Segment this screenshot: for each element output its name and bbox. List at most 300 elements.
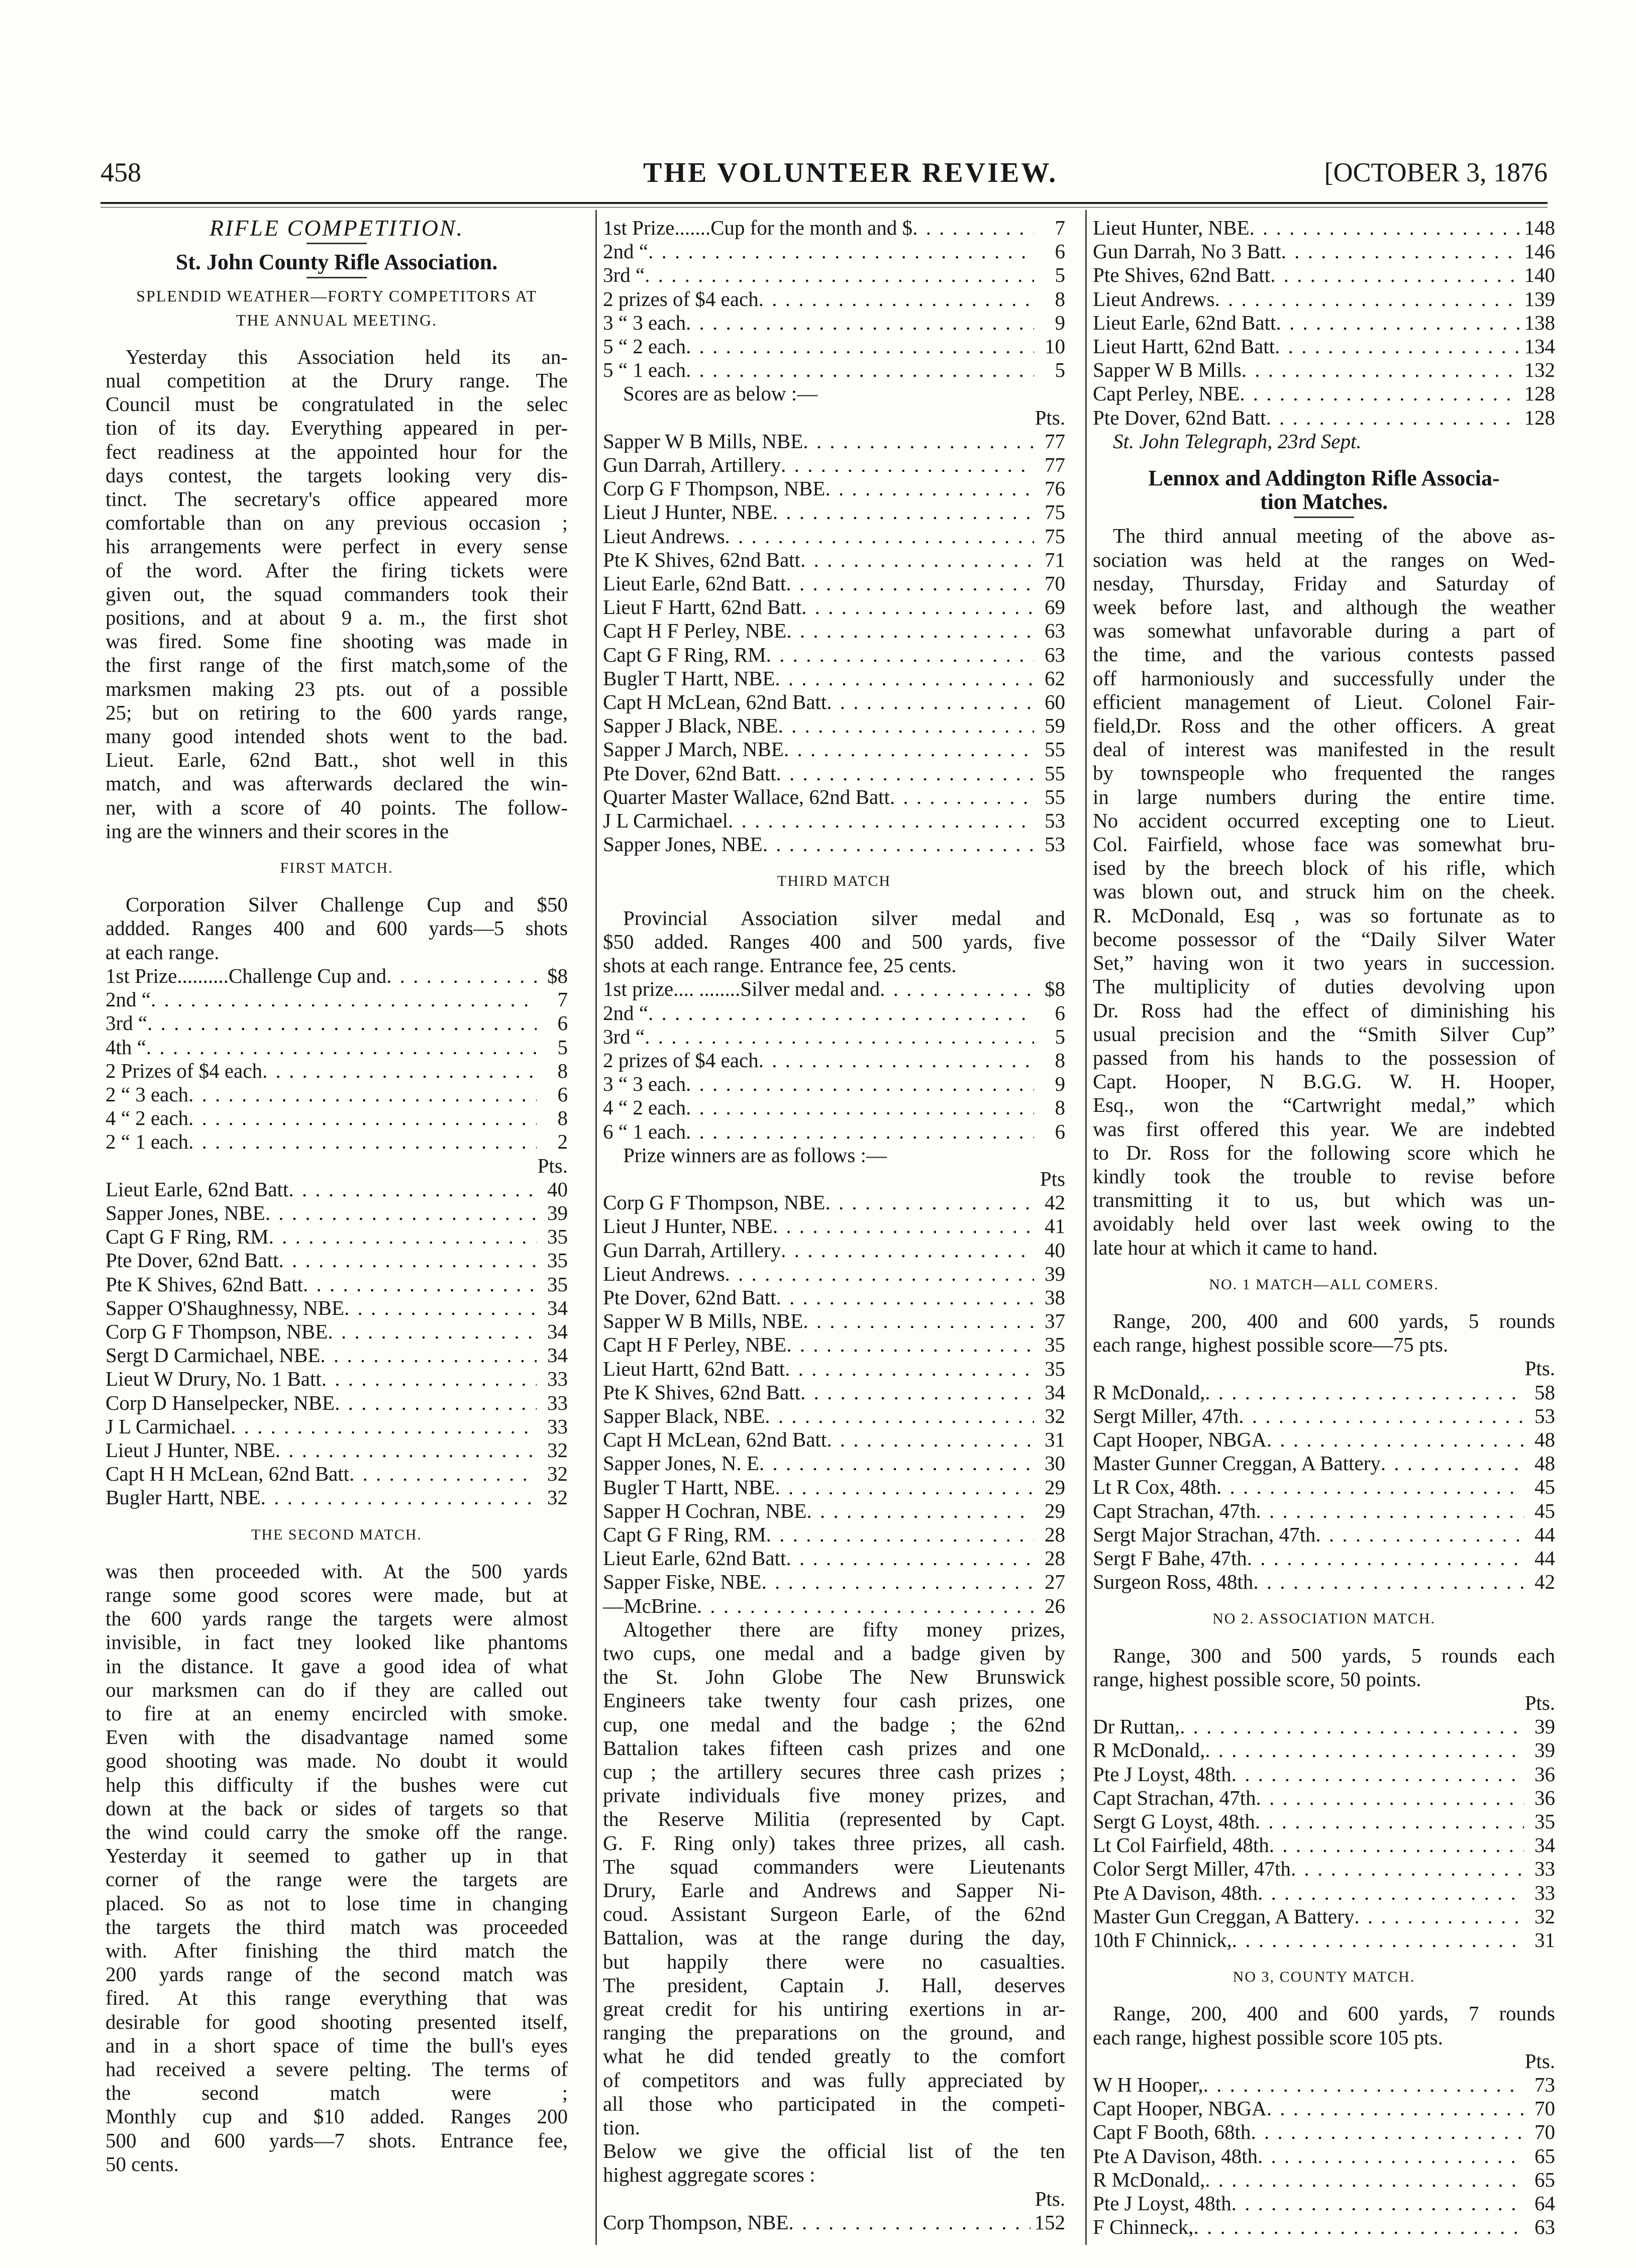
prize-value: 6 <box>1055 240 1065 263</box>
score-name: Sapper Jones, NBE <box>106 1201 265 1224</box>
dot-leader <box>320 1344 537 1367</box>
score-name: Corp D Hanselpecker, NBE <box>106 1391 335 1414</box>
dot-leader <box>773 500 1034 524</box>
text-line: nual competition at the Drury range. The <box>106 369 568 392</box>
text-line: late hour at which it came to hand. <box>1093 1235 1378 1259</box>
prize-label: 3rd “ <box>106 1011 148 1035</box>
text-line: in the distance. It gave a good idea of what <box>106 1654 568 1678</box>
match1-scores <box>1093 1381 1555 1594</box>
score-name: Pte A Davison, 48th <box>1093 2144 1258 2168</box>
page-number: 458 <box>100 157 141 187</box>
dot-leader <box>1193 2215 1524 2239</box>
prize-label: 1st Prize.......Cup for the month and $ <box>603 216 913 239</box>
prize-row <box>603 1001 1065 1025</box>
score-name: Corp G F Thompson, NBE <box>603 1191 826 1214</box>
dot-leader <box>1258 1881 1524 1905</box>
dot-leader <box>786 1547 1034 1570</box>
score-name: Sapper W B Mills <box>1093 358 1242 382</box>
score-points: 139 <box>1524 287 1555 311</box>
score-name: Capt G F Ring, RM <box>603 1522 766 1546</box>
text-line: was then proceeded with. At the 500 yards <box>106 1559 568 1583</box>
dot-leader <box>778 714 1034 738</box>
score-row <box>1093 1499 1555 1523</box>
dot-leader <box>759 1049 1034 1072</box>
text-line: the first range of the first match,some of the <box>106 653 568 677</box>
text-line: become possessor of the “Daily Silver Water <box>1093 927 1555 951</box>
score-row <box>1093 2144 1555 2168</box>
score-row <box>1093 1404 1555 1428</box>
score-row <box>1093 287 1555 311</box>
dot-leader <box>1281 240 1520 263</box>
second-match-label: THE SECOND MATCH. <box>251 1526 422 1543</box>
text-line: ranging the preparations on the ground, and <box>603 2021 1065 2044</box>
dot-leader <box>785 1357 1034 1381</box>
score-name: Lieut J Hunter, NBE <box>603 1214 773 1238</box>
score-row <box>603 1570 1065 1594</box>
text-line: The squad commanders were Lieutenants <box>603 1854 1065 1878</box>
text-line: ner, with a score of 40 points. The follow- <box>106 795 568 819</box>
score-points: 30 <box>1045 1452 1065 1475</box>
dot-leader <box>775 1476 1034 1499</box>
prize-label: 2nd “ <box>106 988 151 1011</box>
score-name: Pte Dover, 62nd Batt <box>603 1285 776 1309</box>
score-name: Sergt D Carmichael, NBE <box>106 1344 321 1367</box>
score-points: 60 <box>1045 690 1065 714</box>
score-name: Sapper Black, NBE <box>603 1404 765 1427</box>
pts-label: Pts. <box>1524 1691 1555 1714</box>
score-name: Capt Perley, NBE <box>1093 382 1240 405</box>
score-row <box>1093 335 1555 358</box>
dot-leader <box>880 977 1034 1001</box>
score-row <box>603 690 1065 714</box>
score-row <box>603 619 1065 643</box>
match3-label: NO 3, COUNTY MATCH. <box>1233 1969 1415 1986</box>
score-row <box>106 1249 568 1272</box>
dot-leader <box>1216 1475 1524 1499</box>
score-name: Capt Hooper, NBGA <box>1093 1427 1267 1451</box>
score-row <box>1093 1452 1555 1475</box>
match1-description <box>1093 1309 1555 1357</box>
score-name: Sapper H Cochran, NBE <box>603 1499 807 1522</box>
score-row <box>106 1486 568 1509</box>
score-name: Sergt Major Strachan, 47th <box>1093 1522 1316 1546</box>
score-points: 42 <box>1045 1191 1065 1214</box>
score-points: 75 <box>1045 524 1065 548</box>
score-points: 53 <box>1045 809 1065 833</box>
dot-leader <box>349 1462 537 1486</box>
issue-date: [OCTOBER 3, 1876 <box>1324 157 1548 187</box>
text-line: Set,” having won it two years in succession. <box>1093 951 1555 975</box>
pts-label: Pts. <box>1035 2187 1065 2210</box>
dot-leader <box>1239 1404 1524 1428</box>
match2-label: NO 2. ASSOCIATION MATCH. <box>1212 1610 1436 1627</box>
heading-rule <box>1294 517 1354 518</box>
score-row <box>603 1499 1065 1523</box>
dot-leader <box>890 785 1034 809</box>
text-line: his arrangements were perfect in every sense <box>106 535 568 558</box>
score-points: 146 <box>1524 240 1555 263</box>
score-points: 39 <box>1535 1715 1555 1738</box>
dot-leader <box>1354 1905 1524 1928</box>
score-points: 128 <box>1524 382 1555 405</box>
score-name: W H Hooper, <box>1093 2073 1203 2097</box>
text-line: kindly took the trouble to revise before <box>1093 1164 1555 1188</box>
score-name: Dr Ruttan, <box>1093 1715 1180 1738</box>
prize-row <box>106 1130 568 1154</box>
score-points: 134 <box>1524 335 1555 358</box>
intro-paragraph <box>106 345 568 843</box>
score-name: Capt Hooper, NBGA <box>1093 2097 1267 2120</box>
score-points: 55 <box>1045 785 1065 808</box>
dot-leader <box>269 1225 537 1249</box>
pts-label: Pts. <box>1524 1357 1555 1380</box>
text-line: 500 and 600 yards—7 shots. Entrance fee, <box>106 2128 568 2152</box>
prize-value: 5 <box>1055 358 1065 382</box>
score-name: Lieut Earle, 62nd Batt <box>106 1177 289 1201</box>
score-row <box>603 1428 1065 1452</box>
dot-leader <box>1215 287 1520 311</box>
article-heading: tion Matches. <box>1260 490 1388 514</box>
score-points: 40 <box>1045 1238 1065 1262</box>
dot-leader <box>697 1594 1034 1618</box>
dot-leader <box>328 1320 537 1344</box>
score-row <box>603 1239 1065 1262</box>
prize-row <box>603 1096 1065 1119</box>
text-line: efficient management of Lieut. Colonel Fair- <box>1093 690 1555 713</box>
score-points: 41 <box>1045 1214 1065 1238</box>
lennox-intro-paragraph <box>1093 524 1555 1259</box>
score-points: 58 <box>1535 1380 1555 1404</box>
closing-paragraph <box>603 1618 1065 2187</box>
dot-leader <box>786 1333 1034 1357</box>
score-name: Bugler T Hartt, NBE <box>603 1475 775 1499</box>
score-name: Quarter Master Wallace, 62nd Batt <box>603 785 890 808</box>
third-match-scores <box>603 1191 1065 1618</box>
prize-row <box>603 216 1065 240</box>
dot-leader <box>801 595 1034 619</box>
dot-leader <box>645 1025 1034 1049</box>
score-row <box>603 1452 1065 1475</box>
score-name: Capt Strachan, 47th <box>1093 1499 1256 1522</box>
score-points: 44 <box>1535 1546 1555 1570</box>
score-name: Capt F Booth, 68th <box>1093 2120 1251 2144</box>
pts-label: Pts. <box>1524 2049 1555 2073</box>
prize-value: 7 <box>1055 216 1065 239</box>
score-points: 64 <box>1535 2192 1555 2215</box>
score-name: Pte Shives, 62nd Batt <box>1093 263 1271 287</box>
prize-row <box>106 988 568 1011</box>
dot-leader <box>386 964 537 988</box>
score-name: Lieut Earle, 62nd Batt <box>603 572 786 595</box>
prize-value: 10 <box>1045 335 1065 358</box>
score-points: 152 <box>1034 2210 1065 2234</box>
text-line: passed from his hands to the possession of <box>1093 1046 1555 1069</box>
dot-leader <box>784 738 1034 761</box>
dot-leader <box>1276 311 1520 335</box>
score-row <box>603 1333 1065 1357</box>
score-points: 33 <box>1535 1857 1555 1881</box>
text-line: the Reserve Militia (represented by Capt. <box>603 1807 1065 1831</box>
dot-leader <box>1291 1857 1524 1881</box>
third-match-label: THIRD MATCH <box>777 873 891 890</box>
third-match-prizes <box>603 977 1065 1143</box>
dot-leader <box>825 1191 1034 1214</box>
score-points: 33 <box>1535 1881 1555 1904</box>
dot-leader <box>728 809 1034 833</box>
score-points: 39 <box>1045 1262 1065 1285</box>
score-points: 138 <box>1524 311 1555 334</box>
score-points: 73 <box>1535 2073 1555 2097</box>
text-line: each range, highest possible score 105 pts. <box>1093 2025 1443 2049</box>
score-row <box>1093 2073 1555 2097</box>
dot-leader <box>686 1120 1034 1144</box>
dot-leader <box>1267 1428 1524 1452</box>
dot-leader <box>1266 406 1520 430</box>
prize-label: 2 Prizes of $4 each <box>106 1059 262 1082</box>
prize-row <box>106 1106 568 1130</box>
score-name: Sapper O'Shaughnessy, NBE <box>106 1296 345 1319</box>
score-points: 34 <box>1535 1833 1555 1857</box>
text-line: Lieut. Earle, 62nd Batt., shot well in this <box>106 748 568 772</box>
score-name: Bugler Hartt, NBE <box>106 1486 261 1509</box>
score-row <box>603 762 1065 785</box>
score-row <box>603 453 1065 477</box>
dot-leader <box>1205 1738 1524 1762</box>
publication-title: THE VOLUNTEER REVIEW. <box>643 157 1058 188</box>
dot-leader <box>1256 1786 1524 1810</box>
score-points: 148 <box>1524 216 1555 239</box>
score-points: 77 <box>1045 429 1065 453</box>
dot-leader <box>786 572 1034 595</box>
dot-leader <box>1180 1715 1524 1738</box>
aggregate-score-row <box>603 2211 1065 2234</box>
text-line: was fired. Some fine shooting was made in <box>106 630 568 653</box>
text-line: comfortable than on any previous occasion ; <box>106 511 568 535</box>
score-row <box>1093 1857 1555 1881</box>
text-line: placed. So as not to lose time in changing <box>106 1891 568 1915</box>
article-subheading: SPLENDID WEATHER—FORTY COMPETITORS AT <box>136 287 537 305</box>
score-name: Sapper Jones, N. E <box>603 1452 759 1475</box>
dot-leader <box>686 311 1034 335</box>
score-row <box>1093 216 1555 240</box>
text-line: match, and was afterwards declared the win- <box>106 772 568 795</box>
prize-value: 6 <box>1055 1119 1065 1143</box>
dot-leader <box>1270 263 1520 287</box>
dot-leader <box>1267 2097 1524 2120</box>
text-line: great credit for his untiring exertions in ar- <box>603 1997 1065 2021</box>
score-row <box>603 833 1065 856</box>
score-name: Corp G F Thompson, NBE <box>603 477 826 500</box>
prize-row <box>106 964 568 988</box>
text-line: Altogether there are fifty money prizes, <box>623 1617 1065 1641</box>
text-line: The third annual meeting of the above as- <box>1113 524 1555 548</box>
text-line: days contest, the targets looking very dis- <box>106 463 568 487</box>
prize-label: 4th “ <box>106 1035 146 1059</box>
score-name: R McDonald, <box>1093 2168 1205 2191</box>
score-points: 53 <box>1045 833 1065 856</box>
score-points: 36 <box>1535 1762 1555 1786</box>
score-row <box>1093 2215 1555 2239</box>
score-row <box>603 667 1065 690</box>
prize-value: 5 <box>1055 263 1065 287</box>
dot-leader <box>686 358 1034 382</box>
dot-leader <box>146 1036 537 1059</box>
text-line: ing are the winners and their scores in the <box>106 819 449 843</box>
prize-label: 5 “ 1 each <box>603 358 686 382</box>
dot-leader <box>1232 1928 1524 1952</box>
dot-leader <box>1381 1452 1524 1475</box>
column-2 <box>603 216 1065 2234</box>
text-line: 50 cents. <box>106 2152 179 2176</box>
score-name: Lieut Andrews <box>1093 287 1215 311</box>
dot-leader <box>759 287 1034 311</box>
text-line: two cups, one medal and a badge given by <box>603 1641 1065 1665</box>
dot-leader <box>800 1381 1034 1404</box>
score-row <box>1093 1833 1555 1857</box>
prize-value: 8 <box>1055 1048 1065 1072</box>
dot-leader <box>775 667 1034 690</box>
dot-leader <box>147 1011 537 1035</box>
text-line: Esq., won the “Cartwright medal,” which <box>1093 1093 1555 1117</box>
text-line: Even with the disadvantage named some <box>106 1725 568 1749</box>
dot-leader <box>1256 1499 1524 1523</box>
text-line: all those who participated in the competi- <box>603 2092 1065 2115</box>
prize-row <box>603 1025 1065 1049</box>
score-name: Pte K Shives, 62nd Batt <box>603 548 800 571</box>
score-row <box>1093 2120 1555 2144</box>
score-points: 37 <box>1045 1309 1065 1333</box>
text-line: The president, Captain J. Hall, deserves <box>603 1973 1065 1997</box>
score-points: 31 <box>1045 1428 1065 1452</box>
winners-intro: Prize winners are as follows :— <box>623 1143 887 1167</box>
score-name: Capt H McLean, 62nd Batt <box>603 1428 827 1452</box>
score-row <box>1093 1738 1555 1762</box>
prize-label: 5 “ 2 each <box>603 335 686 358</box>
dot-leader <box>279 1249 537 1272</box>
text-line: good shooting was made. No doubt it would <box>106 1749 568 1773</box>
score-row <box>1093 382 1555 405</box>
text-line: range, highest possible score, 50 points. <box>1093 1667 1421 1691</box>
second-match-prizes <box>603 216 1065 382</box>
score-row <box>603 548 1065 572</box>
score-row <box>1093 2097 1555 2120</box>
score-row <box>1093 1810 1555 1833</box>
prize-label: 1st Prize..........Challenge Cup and <box>106 964 387 987</box>
score-points: 45 <box>1535 1499 1555 1522</box>
score-points: 33 <box>547 1391 568 1414</box>
dot-leader <box>686 1072 1034 1096</box>
second-match-scores <box>603 430 1065 857</box>
score-points: 29 <box>1045 1499 1065 1522</box>
dot-leader <box>322 1367 537 1391</box>
score-row <box>603 1476 1065 1499</box>
score-points: 63 <box>1045 643 1065 666</box>
score-row <box>1093 1928 1555 1952</box>
score-points: 40 <box>547 1177 568 1201</box>
dot-leader <box>1251 2120 1524 2144</box>
text-line: of competitors and was fully appreciated by <box>603 2068 1065 2092</box>
score-name: Pte J Loyst, 48th <box>1093 1762 1232 1786</box>
text-line: our marksmen can do if they are called out <box>106 1678 568 1701</box>
score-row <box>603 785 1065 809</box>
score-row <box>1093 1881 1555 1905</box>
dot-leader <box>1232 1763 1524 1786</box>
score-points: 35 <box>1045 1333 1065 1357</box>
dot-leader <box>725 525 1034 548</box>
score-row <box>1093 1381 1555 1404</box>
score-points: 32 <box>547 1462 568 1486</box>
first-match-description <box>106 893 568 964</box>
score-name: Lieut F Hartt, 62nd Batt <box>603 595 802 619</box>
dot-leader <box>806 1499 1034 1523</box>
score-row <box>106 1344 568 1367</box>
score-name: Lieut Hartt, 62nd Batt <box>1093 335 1275 358</box>
score-name: J L Carmichael <box>106 1414 231 1438</box>
score-row <box>603 1523 1065 1547</box>
prize-value: 2 <box>557 1130 568 1154</box>
text-line: Dr. Ross had the effect of diminishing his <box>1093 998 1555 1022</box>
dot-leader <box>188 1083 537 1106</box>
text-line: private individuals five money prizes, and <box>603 1784 1065 1807</box>
text-line: week before last, and although the weather <box>1093 595 1555 619</box>
score-name: Lieut Andrews <box>603 524 725 548</box>
score-points: 45 <box>1535 1475 1555 1499</box>
prize-value: 6 <box>557 1082 568 1106</box>
scores-intro: Scores are as below :— <box>623 382 818 405</box>
score-name: 10th F Chinnick, <box>1093 1928 1232 1952</box>
score-row <box>1093 1786 1555 1810</box>
score-name: Lieut Earle, 62nd Batt <box>603 1547 786 1570</box>
text-line: desirable for good shooting presented itself, <box>106 2010 568 2033</box>
score-row <box>603 1381 1065 1404</box>
score-points: 48 <box>1535 1427 1555 1451</box>
text-line: what he did tended greatly to the comfort <box>603 2044 1065 2068</box>
score-row <box>106 1320 568 1344</box>
dot-leader <box>776 1286 1034 1309</box>
score-row <box>1093 263 1555 287</box>
prize-row <box>603 358 1065 382</box>
score-row <box>106 1415 568 1438</box>
text-line: the St. John Globe The New Brunswick <box>603 1665 1065 1689</box>
score-name: Bugler T Hartt, NBE <box>603 666 775 690</box>
score-name: Lt R Cox, 48th <box>1093 1475 1217 1499</box>
score-name: Capt G F Ring, RM <box>603 643 766 666</box>
text-line: cup ; the artillery secures three cash prizes ; <box>603 1760 1065 1783</box>
dot-leader <box>725 1262 1034 1286</box>
score-row <box>1093 1763 1555 1786</box>
text-line: sociation was held at the ranges on Wed- <box>1093 548 1555 571</box>
text-line: by townspeople who frequented the ranges <box>1093 761 1555 785</box>
score-points: 140 <box>1524 263 1555 287</box>
match3-scores <box>1093 2073 1555 2239</box>
text-line: transmitting it to us, but which was un- <box>1093 1188 1555 1212</box>
score-points: 34 <box>547 1319 568 1343</box>
score-row <box>603 1286 1065 1309</box>
score-row <box>1093 240 1555 263</box>
score-points: 32 <box>1045 1404 1065 1427</box>
score-points: 55 <box>1045 761 1065 785</box>
score-name: Capt H F Perley, NBE <box>603 619 787 643</box>
header-rule <box>100 202 1548 208</box>
score-row <box>1093 1523 1555 1547</box>
first-match-prizes <box>106 964 568 1154</box>
score-name: Sapper W B Mills, NBE <box>603 429 803 453</box>
dot-leader <box>686 335 1034 358</box>
score-name: Capt G F Ring, RM <box>106 1225 269 1249</box>
text-line: Engineers take twenty four cash prizes, one <box>603 1689 1065 1712</box>
text-line: and in a short space of time the bull's eyes <box>106 2033 568 2057</box>
text-line: Below we give the official list of the ten <box>603 2139 1065 2163</box>
